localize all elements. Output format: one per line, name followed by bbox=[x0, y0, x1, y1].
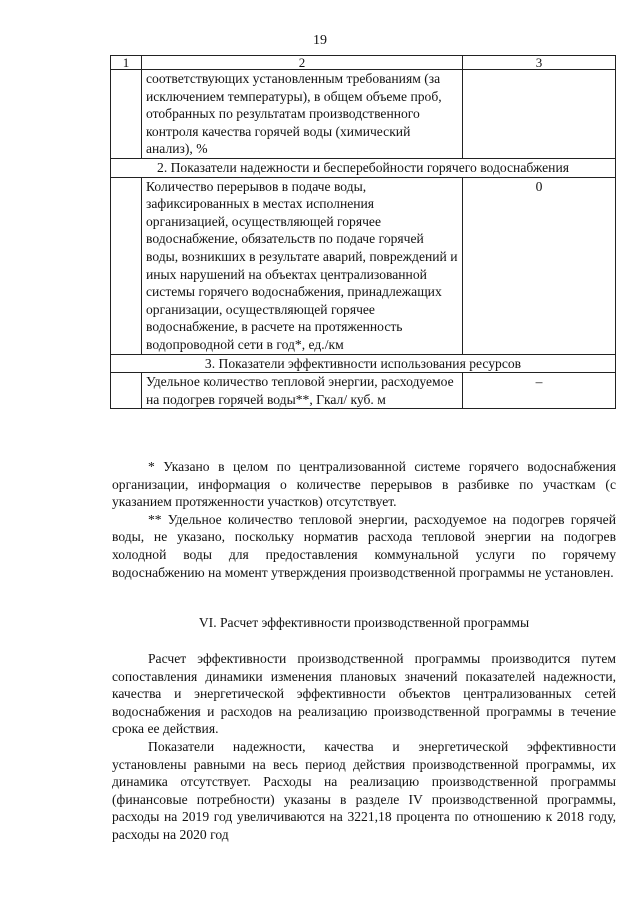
header-col-1: 1 bbox=[111, 56, 142, 70]
section6-paragraph-2: Показатели надежности, качества и энергетической эффективности установлены равными на весь период действия производственной программы, их динамика отсутствует. Расходы на реализацию производственной программы (финансовые потребности) указаны в разделе IV производственной программы, расходы на 2019 год увеличиваются на 3221,18 процента по отношению к 2018 году, расходы на 2020 год bbox=[112, 738, 616, 842]
row-continued-value bbox=[463, 70, 616, 159]
footnote-2: ** Удельное количество тепловой энергии, расходуемое на подогрев горячей воды, не указано, поскольку норматив расхода тепловой энергии на подогрев холодной воды для предоставления коммунальной услуги по горячему водоснабжению на момент утверждения производственной программы не установлен. bbox=[112, 511, 616, 580]
page-number: 19 bbox=[313, 33, 327, 48]
table-cell bbox=[111, 70, 142, 159]
row-interruptions-value: 0 bbox=[463, 177, 616, 354]
row-heat-value: – bbox=[463, 373, 616, 409]
table-cell bbox=[111, 373, 142, 409]
footnote-1: * Указано в целом по централизованной системе горячего водоснабжения организации, информация о количестве перерывов в разбивке по участкам (с указанием протяженности участков) отсутствует. bbox=[112, 459, 616, 510]
section6-paragraph-1: Расчет эффективности производственной программы производится путем сопоставления динамики изменения плановых значений показателей надежности, качества и энергетической эффективности объектов централизованных сетей водоснабжения и расходов на реализацию производственной программы в течение срока ее действия. bbox=[112, 651, 616, 737]
table-row bbox=[111, 70, 616, 159]
section6-title: VI. Расчет эффективности производственной программы bbox=[198, 615, 530, 630]
section3-title: 3. Показатели эффективности использования ресурсов bbox=[111, 354, 616, 373]
header-col-2: 2 bbox=[142, 56, 463, 70]
row-heat-text: Удельное количество тепловой энергии, расходуемое на подогрев горячей воды**, Гкал/ куб. м bbox=[142, 373, 463, 409]
section2-title: 2. Показатели надежности и бесперебойности горячего водоснабжения bbox=[111, 158, 616, 177]
table-row bbox=[111, 373, 616, 409]
table-header-row bbox=[111, 56, 616, 70]
row-continued-text: соответствующих установленным требованиям (за исключением температуры), в общем объеме проб, отобранных по результатам производственного контроля качества горячей воды (химический анализ), % bbox=[142, 70, 463, 159]
section-row bbox=[111, 354, 616, 373]
indicators-table bbox=[110, 55, 616, 409]
table-cell bbox=[111, 177, 142, 354]
footnotes bbox=[112, 458, 616, 581]
table-row bbox=[111, 177, 616, 354]
header-col-3: 3 bbox=[463, 56, 616, 70]
section-row bbox=[111, 158, 616, 177]
row-interruptions-text: Количество перерывов в подаче воды, зафиксированных в местах исполнения организацией, осуществляющей горячее водоснабжение, обязательств по подаче горячей воды, возникших в результате аварий, повреждений и иных нарушений на объектах централизованной системы горячего водоснабжения, принадлежащих организации, осуществляющей горячее водоснабжение, в расчете на протяженность водопроводной сети в год*, ед./км bbox=[142, 177, 463, 354]
section6-body bbox=[112, 650, 616, 844]
